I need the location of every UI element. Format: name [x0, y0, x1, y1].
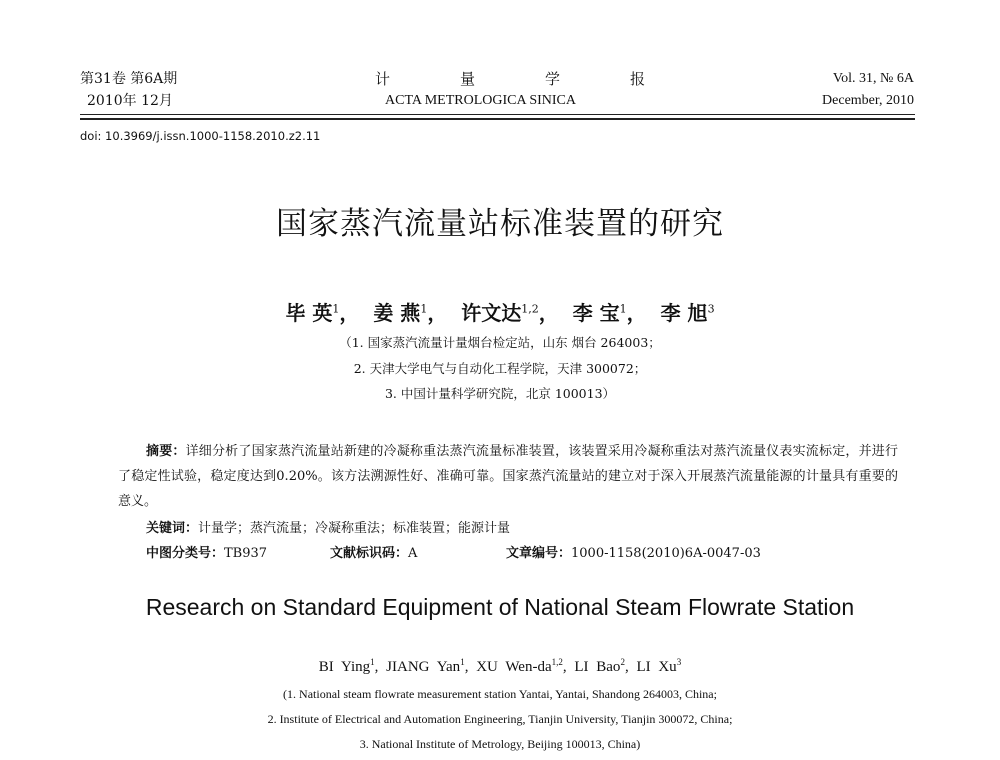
- title-en: Research on Standard Equipment of National Steam Flowrate Station: [145, 594, 855, 620]
- header-rule-thick: [80, 118, 915, 120]
- author-sup-en: 1: [370, 657, 375, 667]
- header-volume-en: Vol. 31, № 6A: [832, 71, 914, 86]
- affiliation-cn-1: （1. 国家蒸汽流量计量烟台检定站，山东 烟台 264003；: [339, 335, 661, 350]
- article-number: [506, 542, 761, 561]
- author-sup: 1: [420, 302, 428, 316]
- clc-label: 中图分类号：: [146, 546, 225, 561]
- author-sup-en: 1: [460, 657, 465, 667]
- header-journal-en: ACTA METROLOGICA SINICA: [385, 93, 576, 108]
- header-rule: [80, 114, 915, 115]
- title-cn: 国家蒸汽流量站标准装置的研究: [276, 206, 724, 242]
- article-no-value: 1000-1158(2010)6A-0047-03: [571, 546, 761, 561]
- affiliation-cn-3: 3. 中国计量科学研究院，北京 100013）: [384, 386, 616, 401]
- author-name: 毕 英: [285, 301, 333, 325]
- affiliation-en-3: 3. National Institute of Metrology, Beijing 100013, China): [359, 737, 641, 751]
- author-sup: 3: [707, 302, 715, 316]
- header-date-en: December, 2010: [822, 93, 914, 108]
- header-date-cn: 2010年 12月: [87, 93, 173, 109]
- authors-en: BI Ying$^1$, JIANG Yan$^1$, XU Wen-da$^{1,2}$, LI Bao$^2$, LI Xu$^3$: [318, 657, 682, 675]
- author-sup: 1,2: [521, 302, 539, 316]
- author-name: 姜 燕: [373, 301, 421, 325]
- journal-char: 计: [375, 70, 391, 88]
- journal-char: 报: [629, 70, 645, 88]
- author-sup: 1: [332, 302, 340, 316]
- author-name: 李 旭: [660, 301, 708, 325]
- doc-code-label: 文献标识码：: [330, 546, 409, 561]
- author-name: 许文达: [461, 301, 522, 325]
- clc-value: TB937: [224, 546, 268, 561]
- article-no-label: 文章编号：: [506, 546, 572, 561]
- header-volume-issue: 第31卷 第6A期: [80, 71, 178, 87]
- clc-number: [146, 542, 267, 561]
- keywords: [146, 517, 510, 536]
- author-name-en: BI Ying: [318, 659, 371, 675]
- affiliation-cn-2: 2. 天津大学电气与自动化工程学院，天津 300072；: [353, 361, 647, 376]
- keywords-label: 关键词：: [146, 521, 199, 536]
- abstract-label: 摘要：: [146, 444, 186, 459]
- author-name: 李 宝: [572, 301, 620, 325]
- doi: doi: 10.3969/j.issn.1000-1158.2010.z2.11: [80, 129, 321, 143]
- abstract-text: 详细分析了国家蒸汽流量站新建的冷凝称重法蒸汽流量标准装置，该装置采用冷凝称重法对蒸汽流量仪表实流标定，并进行了稳定性试验，稳定度达到0.20%。该方法溯源性好、准确可靠。国家蒸汽流量站的建立对于深入开展蒸汽流量能源的计量具有重要的意义。: [118, 444, 898, 509]
- author-sup-en: 3: [676, 657, 682, 667]
- author-name-en: LI Xu: [636, 659, 677, 675]
- journal-char: 量: [459, 70, 475, 88]
- affiliation-en-2: 2. Institute of Electrical and Automation Engineering, Tianjin University, Tianjin 300072, China;: [267, 712, 733, 726]
- author-sup-en: 2: [620, 657, 625, 667]
- doc-code-value: A: [408, 546, 418, 561]
- journal-char: 学: [544, 70, 560, 88]
- author-name-en: JIANG Yan: [386, 659, 461, 675]
- author-sup-en: 1,2: [551, 657, 563, 667]
- abstract: [118, 439, 898, 514]
- header-journal-cn: [375, 70, 645, 88]
- document-code: [330, 542, 417, 561]
- author-name-en: LI Bao: [574, 659, 621, 675]
- author-sup: 1: [619, 302, 627, 316]
- author-name-en: XU Wen-da: [476, 659, 552, 675]
- affiliation-en-1: (1. National steam flowrate measurement station Yantai, Yantai, Shandong 264003, China;: [283, 687, 717, 701]
- authors-cn: 毕 英$^1$， 姜 燕$^1$， 许文达$^{1,2}$， 李 宝$^1$， 李 旭$^3$: [285, 301, 715, 325]
- keywords-text: 计量学；蒸汽流量；冷凝称重法；标准装置；能源计量: [198, 521, 511, 536]
